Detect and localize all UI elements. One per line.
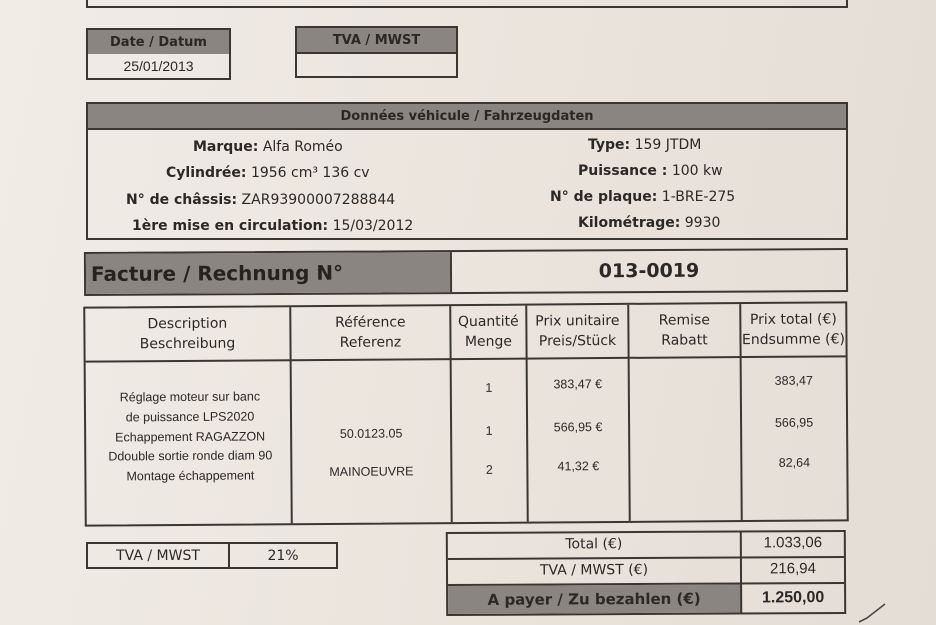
vehicle-mileage: Kilométrage: 9930	[578, 215, 721, 231]
vat-rate-label: TVA / MWST	[88, 544, 230, 567]
vehicle-power: Puissance : 100 kw	[578, 163, 723, 179]
vehicle-data-title: Données véhicule / Fahrzeugdaten	[88, 104, 846, 130]
amount-due-row	[448, 584, 844, 614]
line-total-1: 383,47	[774, 373, 813, 388]
reference-2: MAINOEUVRE	[329, 464, 414, 479]
vat-row	[448, 558, 844, 586]
totals-box	[446, 530, 846, 616]
quantity-3: 2	[485, 462, 493, 477]
check-mark-icon	[855, 600, 895, 625]
vat-amount-value: 216,94	[769, 560, 816, 578]
line-items-table	[83, 301, 849, 526]
vat-amount-label: TVA / MWST (€)	[448, 558, 742, 584]
vehicle-type: Type: 159 JTDM	[588, 137, 702, 153]
total-label: Total (€)	[448, 532, 742, 558]
date-value: 25/01/2013	[123, 58, 194, 74]
col-quantity: Quantité Menge	[457, 313, 519, 351]
amount-due-label: A payer / Zu bezahlen (€)	[448, 584, 742, 614]
invoice-number-box	[84, 248, 848, 296]
top-header-box	[86, 0, 848, 8]
col-total-price: Prix total (€) Endsumme (€)	[741, 311, 846, 349]
total-value: 1.033,06	[763, 534, 823, 552]
invoice-number-value: 013-0019	[450, 250, 846, 292]
date-box	[86, 28, 231, 80]
tva-header-box	[295, 26, 458, 78]
vat-rate-value: 21%	[267, 547, 299, 564]
unit-price-1: 383,47 €	[553, 377, 603, 392]
vehicle-first-registration: 1ère mise en circulation: 15/03/2012	[132, 218, 414, 234]
line-total-2: 566,95	[774, 415, 814, 430]
date-label: Date / Datum	[88, 30, 229, 54]
vehicle-data-box	[86, 102, 848, 240]
description-line-4: Ddouble sortie ronde diam 90	[108, 448, 273, 464]
col-unit-price: Prix unitaire Preis/Stück	[535, 312, 620, 350]
vat-rate-box	[86, 542, 338, 569]
col-reference: Référence Referenz	[335, 314, 406, 351]
total-row	[448, 532, 844, 560]
description-line-1: Réglage moteur sur banc	[119, 389, 261, 405]
unit-price-3: 41,32 €	[557, 459, 600, 474]
quantity-2: 1	[485, 423, 493, 438]
vehicle-make: Marque: Alfa Roméo	[193, 139, 343, 155]
invoice-number-label: Facture / Rechnung N°	[86, 252, 450, 294]
tva-header-label: TVA / MWST	[297, 28, 456, 52]
unit-price-2: 566,95 €	[553, 420, 603, 435]
quantity-1: 1	[485, 380, 493, 395]
description-line-5: Montage échappement	[126, 468, 255, 484]
vehicle-displacement: Cylindrée: 1956 cm³ 136 cv	[166, 165, 370, 181]
description-line-2: de puissance LPS2020	[125, 409, 255, 425]
col-description: Description Beschreibung	[139, 315, 236, 353]
reference-1: 50.0123.05	[339, 426, 403, 441]
amount-due-value: 1.250,00	[761, 589, 825, 607]
vehicle-plate: N° de plaque: 1-BRE-275	[550, 189, 736, 205]
tva-header-value	[297, 52, 456, 76]
description-line-3: Echappement RAGAZZON	[115, 429, 266, 445]
line-total-3: 82,64	[778, 455, 811, 470]
col-discount: Remise Rabatt	[658, 312, 710, 349]
vehicle-chassis: N° de châssis: ZAR93900007288844	[126, 192, 396, 208]
